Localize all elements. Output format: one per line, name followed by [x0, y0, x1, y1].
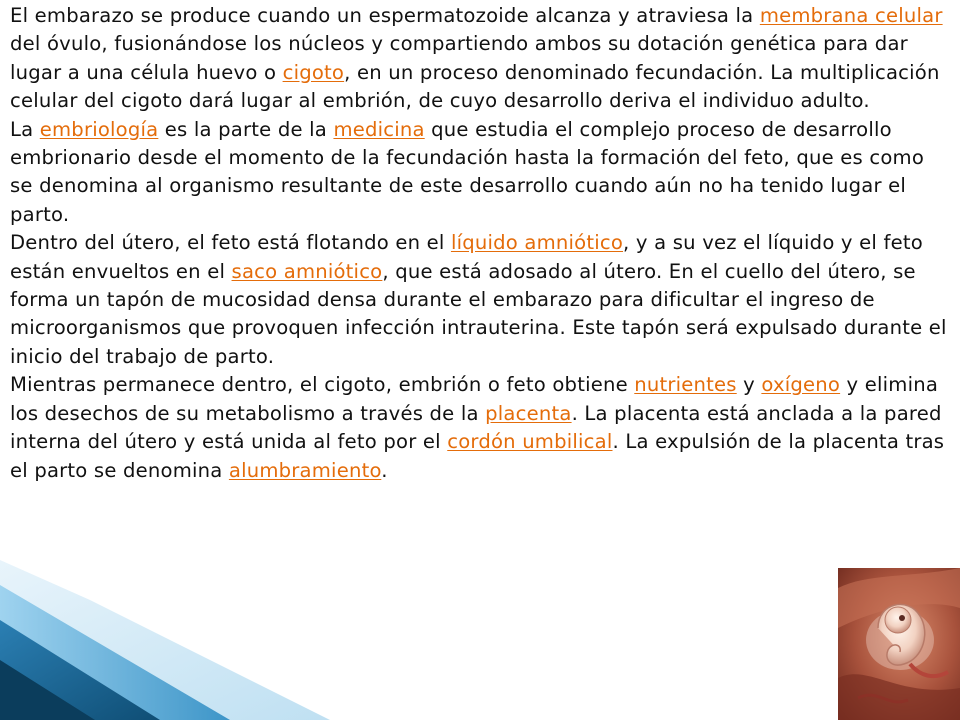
link-alumbramiento[interactable]: alumbramiento: [228, 458, 382, 482]
link-cigoto[interactable]: cigoto: [282, 60, 345, 84]
link-oxígeno[interactable]: oxígeno: [761, 373, 841, 397]
paragraph-text: y elimina los desechos de su metabolismo a través de la: [10, 373, 939, 425]
paragraph-text: Dentro del útero, el feto está flotando en el: [10, 231, 451, 255]
paragraph-text: . La expulsión de la placenta tras el parto se denomina: [10, 430, 945, 482]
paragraph-text: Mientras permanece dentro, el cigoto, embrión o feto obtiene: [10, 373, 635, 397]
paragraph-text: es la parte de la: [158, 117, 334, 141]
link-embriología[interactable]: embriología: [39, 117, 159, 141]
paragraph-text: .: [381, 458, 388, 482]
paragraph-4: [10, 371, 950, 485]
embryo-photo: [838, 568, 960, 720]
link-medicina[interactable]: medicina: [333, 117, 425, 141]
paragraph-text: y: [736, 373, 762, 397]
link-nutrientes[interactable]: nutrientes: [634, 373, 737, 397]
paragraph-text: , en un proceso denominado fecundación. La multiplicación celular del cigoto dará lugar al embrión, de cuyo desarrollo deriva el individuo adulto.: [10, 60, 940, 113]
paragraph-text: La: [10, 117, 40, 141]
slide-text: [10, 2, 950, 485]
link-líquido-amniótico[interactable]: líquido amniótico: [450, 231, 624, 255]
paragraph-text: . La placenta está anclada a la pared interna del útero y está unida al feto por el: [10, 401, 942, 454]
corner-decoration: [0, 560, 380, 720]
paragraph-text: del óvulo, fusionándose los núcleos y compartiendo ambos su dotación genética para dar lugar a una célula huevo o: [10, 32, 908, 84]
paragraph-2: [10, 116, 950, 230]
paragraph-text: , que está adosado al útero. En el cuello del útero, se forma un tapón de mucosidad densa durante el embarazo para dificultar el ingreso de microorganismos que provoquen infección intrauterina. Este tapón será expulsado durante el inicio del trabajo de parto.: [10, 259, 947, 368]
link-placenta[interactable]: placenta: [485, 401, 572, 425]
paragraph-text: que estudia el complejo proceso de desarrollo embrionario desde el momento de la fecundación hasta la formación del feto, que es como se denomina al organismo resultante de este desarrollo cuando aún no ha tenido lugar el parto.: [10, 117, 925, 226]
paragraph-text: El embarazo se produce cuando un espermatozoide alcanza y atraviesa la: [10, 4, 760, 27]
link-cordón-umbilical[interactable]: cordón umbilical: [447, 430, 613, 454]
link-saco-amniótico[interactable]: saco amniótico: [231, 259, 383, 283]
paragraph-text: , y a su vez el líquido y el feto están envueltos en el: [10, 231, 923, 283]
link-membrana-celular[interactable]: membrana celular: [759, 4, 943, 27]
paragraph-3: [10, 229, 950, 371]
paragraph-1: [10, 2, 950, 116]
